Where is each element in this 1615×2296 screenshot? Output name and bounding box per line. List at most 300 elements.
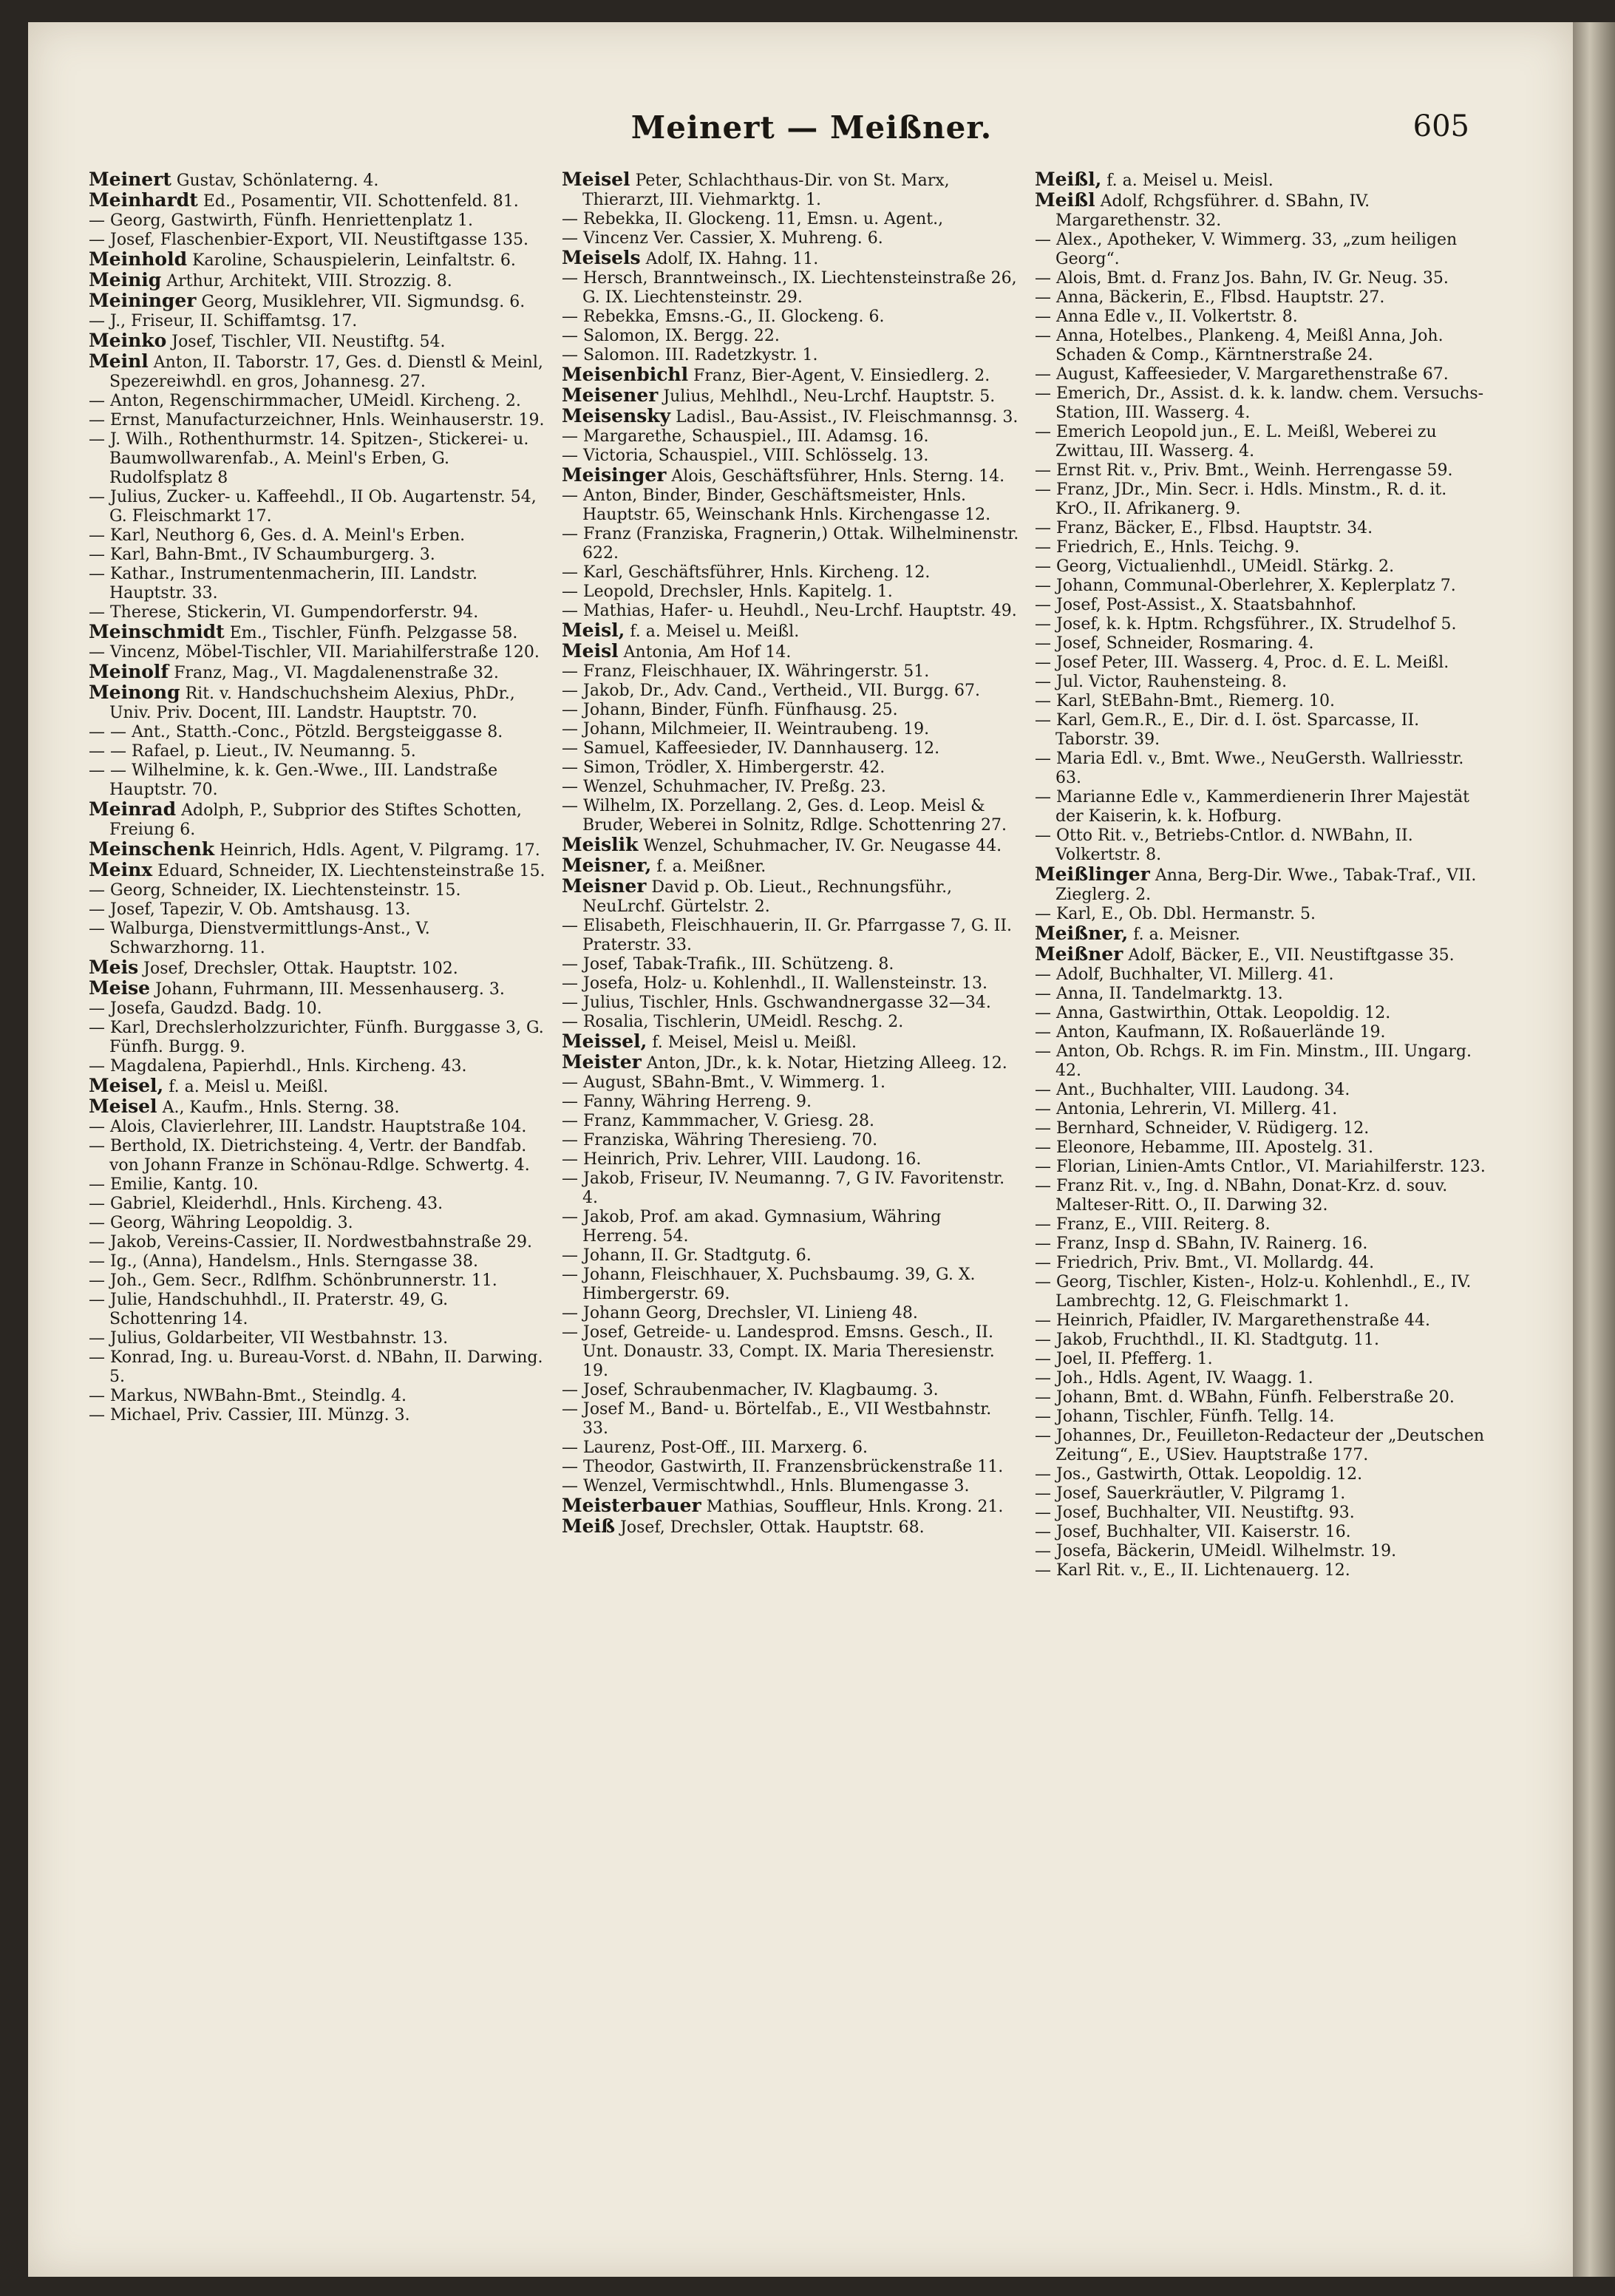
directory-entry (562, 758, 1020, 778)
entry-details: — Josefa, Bäckerin, UMeidl. Wilhelmstr. 19. (1035, 1542, 1397, 1560)
directory-entry (562, 1439, 1020, 1458)
directory-entry (1035, 945, 1493, 965)
entry-details: — Anton, Kaufmann, IX. Roßauerlände 19. (1035, 1023, 1386, 1042)
directory-entry (1035, 750, 1493, 788)
entry-details: Franz, Mag., VI. Magdalenenstraße 32. (174, 664, 499, 682)
directory-entry (1035, 1369, 1493, 1388)
directory-entry (1035, 826, 1493, 865)
entry-details: Karoline, Schauspielerin, Leinfaltstr. 6. (192, 251, 516, 270)
entry-details: — Anna, Hotelbes., Plankeng. 4, Meißl Anna, Joh. Schaden & Comp., Kärntnerstraße 24. (1035, 327, 1444, 364)
page-number: 605 (1412, 109, 1469, 143)
directory-entry (1035, 1081, 1493, 1100)
entry-details: Josef, Tischler, VII. Neustiftg. 54. (171, 333, 446, 351)
entry-details: — Therese, Stickerin, VI. Gumpendorferstr. 94. (89, 603, 479, 622)
entry-details: Anna, Berg-Dir. Wwe., Tabak-Traf., VII. Zieglerg. 2. (1055, 866, 1477, 904)
directory-entry (1035, 423, 1493, 461)
directory-entry (89, 742, 547, 761)
entry-details: f. Meisel, Meisl u. Meißl. (652, 1033, 857, 1052)
directory-entry (1035, 538, 1493, 557)
directory-entry (1035, 269, 1493, 288)
directory-entry (1035, 577, 1493, 596)
directory-entry (89, 1118, 547, 1137)
directory-entry (1035, 673, 1493, 692)
directory-entry (562, 563, 1020, 583)
directory-entry (562, 386, 1020, 407)
entry-surname: Meißlinger (1035, 863, 1150, 885)
directory-entry (562, 1112, 1020, 1131)
directory-entry (1035, 519, 1493, 538)
directory-entry (1035, 557, 1493, 577)
entry-details: — Jakob, Friseur, IV. Neumanng. 7, G IV. Favoritenstr. 4. (562, 1169, 1005, 1207)
entry-details: Em., Tischler, Fünfh. Pelzgasse 58. (229, 624, 518, 642)
entry-details: — Josef, Post-Assist., X. Staatsbahnhof. (1035, 596, 1357, 614)
directory-entry (562, 1400, 1020, 1439)
entry-surname: Meisensky (562, 405, 671, 427)
entry-details: — Franz, JDr., Min. Secr. i. Hdls. Minstm., R. d. it. KrO., II. Afrikanerg. 9. (1035, 480, 1447, 518)
directory-entry (1035, 1177, 1493, 1215)
entry-surname: Meisner, (562, 855, 652, 876)
directory-entry (1035, 653, 1493, 673)
directory-entry (1035, 1523, 1493, 1542)
entry-details: Josef, Drechsler, Ottak. Hauptstr. 68. (620, 1518, 925, 1537)
directory-entry (89, 1019, 547, 1057)
entry-surname: Meisinger (562, 464, 667, 486)
directory-entry (89, 1214, 547, 1233)
entry-surname: Meißner (1035, 943, 1123, 965)
entry-details: — Heinrich, Pfaidler, IV. Margarethenstraße 44. (1035, 1311, 1431, 1330)
directory-entry (1035, 1004, 1493, 1023)
entry-details: Peter, Schlachthaus-Dir. von St. Marx, Thierarzt, III. Viehmarktg. 1. (582, 171, 950, 209)
entry-details: — Josef Peter, III. Wasserg. 4, Proc. d. E. L. Meißl. (1035, 653, 1449, 672)
directory-entry (89, 683, 547, 723)
directory-entry (89, 900, 547, 920)
directory-entry (1035, 1427, 1493, 1465)
running-title: Meinert — Meißner. (630, 109, 993, 146)
directory-entry (1035, 788, 1493, 826)
directory-entry (562, 327, 1020, 346)
entry-details: — Anna Edle v., II. Volkertstr. 8. (1035, 308, 1298, 326)
entry-surname: Meisels (562, 247, 641, 268)
directory-entry (1035, 924, 1493, 945)
entry-details: — Vincenz Ver. Cassier, X. Muhreng. 6. (562, 229, 883, 248)
directory-entry (1035, 1119, 1493, 1138)
entry-details: — Alex., Apotheker, V. Wimmerg. 33, „zum heiligen Georg“. (1035, 231, 1458, 268)
entry-details: — Ernst, Manufacturzeichner, Hnls. Weinhauserstr. 19. (89, 411, 545, 429)
directory-entry (1035, 615, 1493, 634)
entry-details: — Karl, StEBahn-Bmt., Riemerg. 10. (1035, 692, 1336, 710)
directory-entry (89, 1076, 547, 1097)
entry-surname: Meinolf (89, 661, 169, 682)
directory-entry (1035, 985, 1493, 1004)
entry-surname: Meisterbauer (562, 1495, 701, 1516)
entry-details: — Franz, Bäcker, E., Flbsd. Hauptstr. 34. (1035, 519, 1373, 537)
entry-surname: Meißner, (1035, 923, 1129, 944)
entry-details: — Karl, Gem.R., E., Dir. d. I. öst. Sparcasse, II. Taborstr. 39. (1035, 711, 1420, 749)
entry-details: — Wilhelm, IX. Porzellang. 2, Ges. d. Leop. Meisl & Bruder, Weberei in Solnitz, Rdlge. Schottenring 27. (562, 797, 1007, 835)
directory-entry (89, 1252, 547, 1271)
entry-details: — Josef, Buchhalter, VII. Neustiftg. 93. (1035, 1504, 1355, 1522)
directory-entry (89, 1348, 547, 1387)
directory-entry (1035, 1273, 1493, 1311)
directory-entry (562, 583, 1020, 602)
entry-details: — Heinrich, Priv. Lehrer, VIII. Laudong. 16. (562, 1150, 922, 1169)
entry-details: Antonia, Am Hof 14. (623, 643, 792, 662)
entry-details: — Kathar., Instrumentenmacherin, III. Landstr. Hauptstr. 33. (89, 565, 477, 602)
entry-details: — Samuel, Kaffeesieder, IV. Dannhauserg. 12. (562, 739, 940, 758)
directory-entry (562, 621, 1020, 642)
entry-surname: Meiß (562, 1515, 616, 1537)
entry-details: — — Wilhelmine, k. k. Gen.-Wwe., III. Landstraße Hauptstr. 70. (89, 761, 498, 799)
entry-details: — Franz, Fleischhauer, IX. Währingerstr. 51. (562, 662, 930, 681)
entry-details: — Josef, Flaschenbier-Export, VII. Neustiftgasse 135. (89, 231, 528, 249)
directory-entry (89, 250, 547, 271)
directory-entry (89, 1387, 547, 1406)
entry-details: — Rebekka, Emsns.-G., II. Glockeng. 6. (562, 308, 885, 326)
entry-details: — Franziska, Währing Theresieng. 70. (562, 1131, 878, 1149)
directory-entry (562, 1053, 1020, 1073)
entry-details: — Karl, Geschäftsführer, Hnls. Kircheng. 12. (562, 563, 931, 582)
directory-entry (89, 1097, 547, 1118)
directory-entry (562, 1381, 1020, 1400)
entry-surname: Meinert (89, 169, 171, 190)
directory-entry (1035, 965, 1493, 985)
directory-entry (1035, 865, 1493, 905)
entry-details: — Anton, Ob. Rchgs. R. im Fin. Minstm., III. Ungarg. 42. (1035, 1042, 1472, 1080)
entry-details: — Johann, Tischler, Fünfh. Tellg. 14. (1035, 1407, 1335, 1426)
entry-details: — August, Kaffeesieder, V. Margarethenstraße 67. (1035, 365, 1449, 384)
entry-details: — Josef, Sauerkräutler, V. Pilgramg 1. (1035, 1484, 1346, 1503)
directory-entry (89, 643, 547, 662)
directory-entry (89, 1195, 547, 1214)
entry-details: — Josefa, Holz- u. Kohlenhdl., II. Wallensteinstr. 13. (562, 974, 988, 993)
directory-entry (562, 248, 1020, 269)
directory-entry (562, 835, 1020, 856)
entry-surname: Meisener (562, 384, 659, 406)
directory-entry (562, 1131, 1020, 1150)
directory-entry (1035, 711, 1493, 750)
entry-details: David p. Ob. Lieut., Rechnungsführ., NeuLrchf. Gürtelstr. 2. (582, 878, 953, 916)
entry-details: f. a. Meisl u. Meißl. (169, 1078, 329, 1096)
directory-entry (562, 1150, 1020, 1169)
entry-details: — Mathias, Hafer- u. Heuhdl., Neu-Lrchf. Hauptstr. 49. (562, 602, 1017, 620)
entry-details: — Ant., Buchhalter, VIII. Laudong. 34. (1035, 1081, 1350, 1099)
entry-details: — Georg, Tischler, Kisten-, Holz-u. Kohlenhdl., E., IV. Lambrechtg. 12, G. Fleischmarkt 1. (1035, 1273, 1472, 1311)
entry-surname: Meister (562, 1051, 642, 1073)
directory-entry (1035, 461, 1493, 480)
entry-details: — Theodor, Gastwirth, II. Franzensbrückenstraße 11. (562, 1458, 1004, 1476)
directory-entry (562, 486, 1020, 525)
directory-entry (562, 917, 1020, 955)
directory-entry (1035, 327, 1493, 365)
directory-entry (89, 1057, 547, 1076)
directory-entry (562, 1517, 1020, 1538)
entry-details: — Ig., (Anna), Handelsm., Hnls. Sterngasse 38. (89, 1252, 479, 1271)
entry-details: — Gabriel, Kleiderhdl., Hnls. Kircheng. 43. (89, 1195, 443, 1213)
entry-details: — Johann, Fleischhauer, X. Puchsbaumg. 39, G. X. Himbergerstr. 69. (562, 1266, 976, 1303)
directory-entry (562, 365, 1020, 386)
directory-entry (89, 840, 547, 860)
directory-entry (562, 446, 1020, 466)
directory-entry (562, 797, 1020, 835)
entry-details: — Anna, Gastwirthin, Ottak. Leopoldig. 12. (1035, 1004, 1391, 1022)
entry-surname: Meis (89, 957, 139, 978)
entry-details: — Franz Rit. v., Ing. d. NBahn, Donat-Krz. d. souv. Malteser-Ritt. O., II. Darwing 32. (1035, 1177, 1448, 1215)
directory-entry (1035, 480, 1493, 519)
directory-entry (1035, 692, 1493, 711)
entry-details: — Magdalena, Papierhdl., Hnls. Kircheng. 43. (89, 1057, 467, 1076)
entry-details: Alois, Geschäftsführer, Hnls. Sterng. 14. (671, 467, 1005, 486)
directory-entry (1035, 365, 1493, 384)
entry-details: — Johann, Binder, Fünfh. Fünfhausg. 25. (562, 701, 898, 719)
entry-details: — Berthold, IX. Dietrichsteing. 4, Vertr. der Bandfab. von Johann Franze in Schönau-Rdlge. Schwertg. 4. (89, 1137, 530, 1175)
entry-details: — Franz, Insp d. SBahn, IV. Rainerg. 16. (1035, 1234, 1368, 1253)
entry-details: — Walburga, Dienstvermittlungs-Anst., V. Schwarzhorng. 11. (89, 920, 430, 957)
entry-details: — Otto Rit. v., Betriebs-Cntlor. d. NWBahn, II. Volkertstr. 8. (1035, 826, 1413, 864)
entry-details: — Marianne Edle v., Kammerdienerin Ihrer Majestät der Kaiserin, k. k. Hofburg. (1035, 788, 1469, 826)
entry-details: Adolf, Rchgsführer. d. SBahn, IV. Margarethenstr. 32. (1055, 192, 1370, 230)
directory-entry (562, 407, 1020, 427)
entry-surname: Meinhardt (89, 189, 198, 211)
entry-details: — Georg, Victualienhdl., UMeidl. Stärkg. 2. (1035, 557, 1395, 576)
directory-entry (562, 877, 1020, 917)
entry-details: — Julius, Tischler, Hnls. Gschwandnergasse 32—34. (562, 994, 991, 1012)
entry-details: Adolph, P., Subprior des Stiftes Schotten, Freiung 6. (109, 801, 522, 839)
entry-surname: Meinx (89, 859, 153, 880)
entry-details: — Josef, Schneider, Rosmaring. 4. (1035, 634, 1314, 653)
directory-entry (1035, 1023, 1493, 1042)
entry-details: Julius, Mehlhdl., Neu-Lrchf. Hauptstr. 5. (663, 387, 996, 406)
directory-entry (1035, 1158, 1493, 1177)
directory-entry (1035, 1311, 1493, 1331)
entry-details: — Maria Edl. v., Bmt. Wwe., NeuGersth. Wallriesstr. 63. (1035, 750, 1464, 787)
page-header (28, 109, 1573, 161)
directory-entry (562, 346, 1020, 365)
page-edge (1573, 22, 1615, 2277)
entry-details: A., Kaufm., Hnls. Sterng. 38. (162, 1098, 400, 1117)
directory-entry (89, 565, 547, 603)
entry-details: Anton, JDr., k. k. Notar, Hietzing Alleeg. 12. (646, 1054, 1007, 1073)
directory-entry (89, 271, 547, 291)
directory-entry (562, 1032, 1020, 1053)
directory-entry (562, 1496, 1020, 1517)
entry-details: — J., Friseur, II. Schiffamtsg. 17. (89, 312, 358, 330)
directory-entry (562, 1323, 1020, 1381)
directory-entry (1035, 634, 1493, 653)
entry-details: — Alois, Clavierlehrer, III. Landstr. Hauptstraße 104. (89, 1118, 527, 1136)
entry-surname: Meinig (89, 269, 162, 291)
directory-entry (89, 170, 547, 191)
directory-entry (89, 1406, 547, 1425)
directory-entry (562, 1169, 1020, 1208)
directory-entry (89, 979, 547, 999)
entry-details: — Jos., Gastwirth, Ottak. Leopoldig. 12. (1035, 1465, 1363, 1484)
entry-details: Mathias, Souffleur, Hnls. Krong. 21. (706, 1498, 1004, 1516)
directory-entry (562, 170, 1020, 210)
directory-entry (562, 974, 1020, 994)
directory-entry (1035, 1484, 1493, 1504)
entry-details: — Jakob, Vereins-Cassier, II. Nordwestbahnstraße 29. (89, 1233, 533, 1251)
entry-details: f. a. Meißner. (656, 857, 766, 876)
directory-entry (89, 231, 547, 250)
directory-entry (1035, 1138, 1493, 1158)
directory-entry (1035, 1465, 1493, 1484)
entry-surname: Meißl (1035, 189, 1095, 211)
entry-details: — Jakob, Fruchthdl., II. Kl. Stadtgutg. 11. (1035, 1331, 1380, 1349)
directory-page (28, 22, 1573, 2277)
entry-details: — Anna, Bäckerin, E., Flbsd. Hauptstr. 27. (1035, 288, 1385, 307)
directory-entry (562, 210, 1020, 229)
directory-entry (89, 312, 547, 331)
column-left (89, 170, 547, 1425)
entry-details: f. a. Meisel u. Meißl. (630, 622, 800, 641)
directory-entry (89, 352, 547, 392)
directory-entry (89, 331, 547, 352)
entry-details: — Ernst Rit. v., Priv. Bmt., Weinh. Herrengasse 59. (1035, 461, 1453, 480)
directory-entry (562, 466, 1020, 486)
directory-entry (562, 1073, 1020, 1093)
entry-details: f. a. Meisner. (1133, 925, 1240, 944)
entry-details: — Karl, Neuthorg 6, Ges. d. A. Meinl's Erben. (89, 526, 466, 545)
entry-details: — Julius, Zucker- u. Kaffeehdl., II Ob. Augartenstr. 54, G. Fleischmarkt 17. (89, 488, 537, 526)
directory-entry (89, 603, 547, 622)
entry-details: Josef, Drechsler, Ottak. Hauptstr. 102. (143, 960, 458, 978)
directory-entry (562, 1246, 1020, 1266)
directory-entry (89, 1291, 547, 1329)
entry-surname: Meißl, (1035, 169, 1102, 190)
entry-details: — Josef, Buchhalter, VII. Kaiserstr. 16. (1035, 1523, 1351, 1541)
entry-details: — Franz (Franziska, Fragnerin,) Ottak. Wilhelminenstr. 622. (562, 525, 1019, 563)
directory-entry (89, 211, 547, 231)
entry-details: — Eleonore, Hebamme, III. Apostelg. 31. (1035, 1138, 1373, 1157)
entry-details: — Johann, II. Gr. Stadtgutg. 6. (562, 1246, 812, 1265)
entry-surname: Meinong (89, 682, 180, 703)
directory-entry (89, 999, 547, 1019)
entry-details: — Franz, Kammmacher, V. Griesg. 28. (562, 1112, 875, 1130)
directory-entry (1035, 288, 1493, 308)
directory-entry (89, 1137, 547, 1175)
directory-entry (89, 622, 547, 643)
directory-entry (1035, 1350, 1493, 1369)
directory-entry (89, 1329, 547, 1348)
directory-entry (89, 430, 547, 488)
entry-details: — Josef M., Band- u. Börtelfab., E., VII Westbahnstr. 33. (562, 1400, 992, 1438)
entry-surname: Meininger (89, 290, 197, 311)
entry-details: — Julius, Goldarbeiter, VII Westbahnstr. 13. (89, 1329, 449, 1348)
directory-entry (562, 1458, 1020, 1477)
entry-details: Ladisl., Bau-Assist., IV. Fleischmannsg. 3. (676, 408, 1019, 427)
entry-surname: Meinschmidt (89, 621, 225, 642)
entry-details: — Emerich, Dr., Assist. d. k. k. landw. chem. Versuchs-Station, III. Wasserg. 4. (1035, 384, 1484, 422)
entry-details: — Karl Rit. v., E., II. Lichtenauerg. 12. (1035, 1561, 1350, 1580)
directory-entry (562, 642, 1020, 662)
entry-details: — Georg, Währing Leopoldig. 3. (89, 1214, 353, 1232)
entry-details: — Laurenz, Post-Off., III. Marxerg. 6. (562, 1439, 868, 1457)
entry-details: — Johann, Milchmeier, II. Weintraubeng. 19. (562, 720, 930, 738)
directory-entry (89, 546, 547, 565)
directory-entry (562, 602, 1020, 621)
directory-entry (562, 1093, 1020, 1112)
column-middle (562, 170, 1020, 1538)
directory-entry (1035, 191, 1493, 231)
entry-details: Arthur, Architekt, VIII. Strozzig. 8. (166, 272, 452, 291)
entry-surname: Meinrad (89, 798, 177, 820)
entry-details: — Emerich Leopold jun., E. L. Meißl, Weberei zu Zwittau, III. Wasserg. 4. (1035, 423, 1437, 461)
directory-entry (1035, 1100, 1493, 1119)
directory-entry (1035, 1561, 1493, 1580)
entry-details: — Vincenz, Möbel-Tischler, VII. Mariahilferstraße 120. (89, 643, 540, 662)
directory-entry (89, 526, 547, 546)
directory-entry (89, 411, 547, 430)
entry-surname: Meisner (562, 875, 647, 897)
entry-details: Wenzel, Schuhmacher, IV. Gr. Neugasse 44. (643, 837, 1002, 855)
directory-entry (89, 920, 547, 958)
entry-details: — Leopold, Drechsler, Hnls. Kapitelg. 1. (562, 583, 893, 601)
directory-entry (562, 739, 1020, 758)
entry-details: — Joh., Gem. Secr., Rdlfhm. Schönbrunnerstr. 11. (89, 1271, 497, 1290)
entry-details: — Josef, Getreide- u. Landesprod. Emsns. Gesch., II. Unt. Donaustr. 33, Compt. IX. Maria Theresienstr. 19. (562, 1323, 995, 1380)
entry-details: — Josef, Tabak-Trafik., III. Schützeng. 8. (562, 955, 894, 974)
entry-details: — Johann, Bmt. d. WBahn, Fünfh. Felberstraße 20. (1035, 1388, 1455, 1407)
directory-entry (1035, 905, 1493, 924)
entry-details: — Georg, Schneider, IX. Liechtensteinstr. 15. (89, 881, 461, 900)
entry-details: — Wenzel, Vermischtwhdl., Hnls. Blumengasse 3. (562, 1477, 970, 1495)
entry-details: — Franz, E., VIII. Reiterg. 8. (1035, 1215, 1271, 1234)
entry-details: — Karl, Bahn-Bmt., IV Schaumburgerg. 3. (89, 546, 435, 564)
directory-entry (1035, 1215, 1493, 1234)
entry-details: — Bernhard, Schneider, V. Rüdigerg. 12. (1035, 1119, 1370, 1138)
entry-details: — Josef, Schraubenmacher, IV. Klagbaumg. 3. (562, 1381, 939, 1399)
entry-surname: Meisenbichl (562, 364, 689, 385)
entry-details: — Wenzel, Schuhmacher, IV. Preßg. 23. (562, 778, 886, 796)
entry-details: — Alois, Bmt. d. Franz Jos. Bahn, IV. Gr. Neug. 35. (1035, 269, 1449, 288)
entry-details: — Johann, Communal-Oberlehrer, X. Keplerplatz 7. (1035, 577, 1456, 595)
directory-entry (562, 778, 1020, 797)
entry-details: f. a. Meisel u. Meisl. (1106, 171, 1274, 190)
entry-details: — Jul. Victor, Rauhensteing. 8. (1035, 673, 1288, 691)
entry-details: — Simon, Trödler, X. Himbergerstr. 42. (562, 758, 885, 777)
directory-entry (562, 1266, 1020, 1304)
entry-details: — Hersch, Branntweinsch., IX. Liechtensteinstraße 26, G. IX. Liechtensteinstr. 29. (562, 269, 1017, 307)
directory-entry (562, 701, 1020, 720)
entry-details: — Salomon, IX. Bergg. 22. (562, 327, 780, 345)
directory-entry (562, 525, 1020, 563)
directory-entry (89, 958, 547, 979)
entry-details: Georg, Musiklehrer, VII. Sigmundsg. 6. (201, 293, 526, 311)
entry-details: — Anna, II. Tandelmarktg. 13. (1035, 985, 1283, 1003)
directory-entry (89, 488, 547, 526)
directory-entry (562, 1208, 1020, 1246)
entry-details: — Johannes, Dr., Feuilleton-Redacteur der „Deutschen Zeitung“, E., USiev. Hauptstraße 177. (1035, 1427, 1485, 1464)
entry-surname: Meinko (89, 330, 167, 351)
entry-surname: Meinl (89, 350, 149, 372)
entry-details: — Markus, NWBahn-Bmt., Steindlg. 4. (89, 1387, 407, 1405)
directory-entry (1035, 170, 1493, 191)
directory-entry (89, 1233, 547, 1252)
directory-entry (89, 761, 547, 800)
entry-details: — Margarethe, Schauspiel., III. Adamsg. 16. (562, 427, 929, 446)
directory-entry (1035, 1388, 1493, 1407)
directory-entry (562, 427, 1020, 446)
entry-details: — Victoria, Schauspiel., VIII. Schlösselg. 13. (562, 446, 929, 465)
directory-entry (89, 860, 547, 881)
directory-entry (89, 1175, 547, 1195)
entry-details: — Florian, Linien-Amts Cntlor., VI. Mariahilferstr. 123. (1035, 1158, 1486, 1176)
entry-details: — Karl, Drechslerholzzurichter, Fünfh. Burggasse 3, G. Fünfh. Burgg. 9. (89, 1019, 544, 1056)
directory-entry (1035, 308, 1493, 327)
entry-details: — Georg, Gastwirth, Fünfh. Henriettenplatz 1. (89, 211, 473, 230)
entry-details: — — Ant., Statth.-Conc., Pötzld. Bergsteiggasse 8. (89, 723, 503, 741)
entry-details: — Joel, II. Pfefferg. 1. (1035, 1350, 1213, 1368)
